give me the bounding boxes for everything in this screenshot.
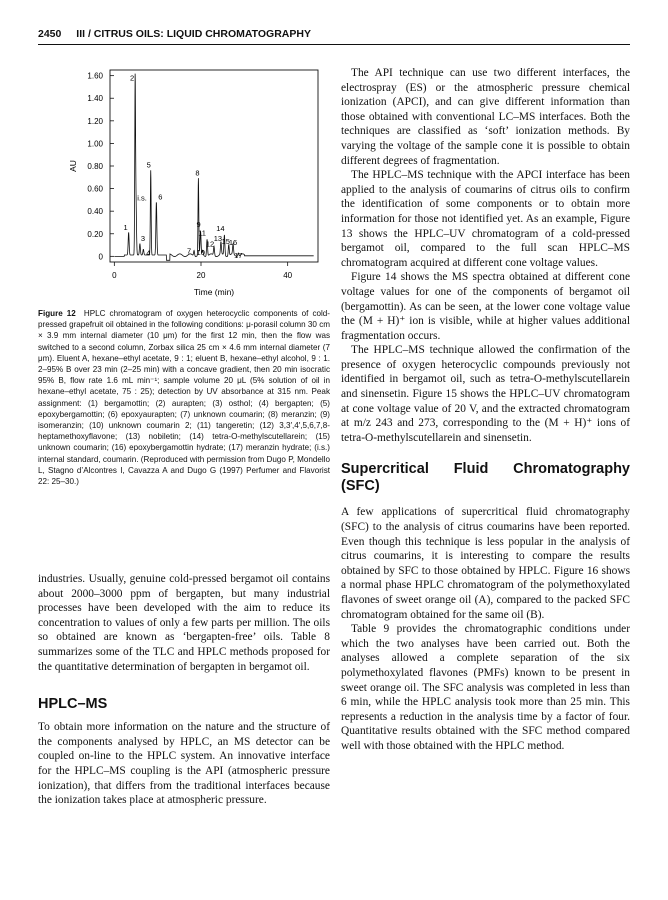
peak-label: 13 xyxy=(213,233,223,243)
y-tick-label: 1.00 xyxy=(87,139,103,149)
y-tick-label: 1.60 xyxy=(87,71,103,81)
y-tick-label: 0.60 xyxy=(87,184,103,194)
peak-label: 16 xyxy=(228,238,238,248)
peak-label: 15 xyxy=(221,237,230,247)
body-paragraph: To obtain more information on the nature and the structure of the components analysed by HPLC, an MS detector can be coupled on-line to the HPLC system. An innovative interface for the HPLC–MS coupling is the API (atmospheric pressure ionization), that differs from the traditional interfaces because the ionization takes place at atmospheric pressure. xyxy=(38,721,330,807)
peak-label: 1 xyxy=(123,222,128,232)
y-axis-label: AU xyxy=(68,160,78,172)
y-tick-label: 1.40 xyxy=(87,94,103,104)
x-tick-label: 0 xyxy=(112,271,117,280)
body-paragraph: A few applications of supercritical fluid chromatography (SFC) to the analysis of citrus coumarins have been reported. Even though this technique is less popular in the analysis of citrus coumarins, it is interesting to compare the results obtained by SFC to those obtained by HPLC. Figure 16 shows a normal phase HPLC chromatogram of the polymethoxylated flavones of sweet orange oil (A), compared to the packed SFC chromatogram obtained for the same oil (B). xyxy=(341,506,630,621)
chromatogram-figure xyxy=(60,62,325,302)
x-tick-label: 20 xyxy=(196,271,206,280)
body-paragraph: The HPLC–MS technique with the APCI interface has been applied to the analysis of coumarins of citrus oils to confirm the identification of some components or to obtain more information for those not identified yet. As an example, Figure 13 shows the HPLC–UV chromatogram of a cold-pressed bergamot oil, compared to the full scan HPLC–MS chromatogram acquired at different cone voltage values. xyxy=(341,169,630,269)
peak-label: 6 xyxy=(158,192,163,202)
chromatogram-trace xyxy=(114,74,313,261)
peak-label: 7 xyxy=(186,246,192,256)
peak-label: 9 xyxy=(196,219,201,229)
body-paragraph: industries. Usually, genuine cold-pressed bergamot oil contains about 2000–3000 ppm of bergapten, but many industrial processes have been developed with the aim to reduce its concentration to values of only a few parts per million. The oils so obtained are known as ‘bergapten-free’ oils. Table 8 summarizes some of the TLC and HPLC methods proposed for the quantitative determination of bergapten in bergamot oil. xyxy=(38,573,330,673)
figure-caption-text: HPLC chromatogram of oxygen heterocyclic components of cold-pressed grapefruit oil obtained in the following conditions: μ-porasil column 30 cm × 3.9 mm internal diameter (10 μm) for the first 12 min, then the flow was switched to a second column, Zorbax silica 25 cm × 4.6 mm internal diameter (7 μm). Eluent A, hexane–ethyl acetate, 9 : 1; eluent B, hexane–ethyl alcohol, 9 : 1. 2–95% B over 23 min (2–25 min) with a concave gradient, then 20 min isocratic 95% B, flow rate 1.6 mL min⁻¹; sample volume 20 μL (5% solution of oil in hexane–ethyl acetate, 75 : 25); detection by UV absorbance at 315 nm. Peak assignment: (1) bergamottin; (2) aurapten; (3) osthol; (4) bergapten; (5) epoxybergamottin; (6) epoxyaurapten; (7) unknown coumarin; (8) meranzin; (9) isomeranzin; (10) unknown coumarin 2; (11) tangeretin; (12) 3,3′,4′,5,6,7,8-heptamethoxyflavone; (13) nobiletin; (14) tetra-O-methylscutellarein; (15) unknown coumarin; (16) epoxybergamottin hydrate; (17) meranzin hydrate; (i.s.) internal standard, coumarin. (Reproduced with permission from Dugo P, Mondello L, Stagno d’Alcontres I, Cavazza A and Dugo G (1997) Perfumer and Flavorist 22: 25–30.) xyxy=(38,309,331,487)
peak-label: 5 xyxy=(146,160,151,170)
body-paragraph: Table 9 provides the chromatographic conditions under which the two analyses have been carried out. Both the analyses allowed a complete separation of the six polymethoxylated flavones (PMFs) known to be present in sweet orange oil. The SFC analysis was completed in less than 6 min, while the HPLC analysis took more than 25 min. This represents a reduction in the analysis time by a factor of four. Quantitative results obtained with the SFC method compared well with those obtained with the HPLC method. xyxy=(341,623,630,752)
peak-label: 4 xyxy=(146,248,151,258)
y-tick-label: 0.80 xyxy=(87,162,103,171)
running-header xyxy=(38,28,630,40)
body-paragraph: The HPLC–MS technique allowed the confirmation of the presence of oxygen heterocyclic compounds previously not identified in bergamot oil, such as tetra-O-methylscutellarein and sinensetin. Figure 15 shows the HPLC–UV chromatogram at cone voltage value of 20 V, and the extracted chromatogram at m/z 243 and 273, corresponding to the (M + H)⁺ ions of tetra-O-methylscutellarein and sinensetin. xyxy=(341,344,630,444)
peak-label: 3 xyxy=(140,234,145,244)
body-paragraph: Figure 14 shows the MS spectra obtained at different cone voltage values for one of the components of bergamot oil (bergamottin). As can be seen, at the lower cone voltage value the (M + H)⁺ ion is visible, while at higher values additional fragmentation occurs. xyxy=(341,271,630,342)
x-axis-label: Time (min) xyxy=(193,287,235,297)
peak-label: 8 xyxy=(195,168,200,178)
left-column xyxy=(38,572,330,808)
page-number: 2450 xyxy=(38,28,62,40)
peak-label: 14 xyxy=(216,224,225,234)
y-tick-label: 1.20 xyxy=(87,116,103,126)
peak-label: 10 xyxy=(196,247,205,257)
section-heading-sfc: Supercritical Fluid Chromatography (SFC) xyxy=(341,461,630,495)
peak-label: 17 xyxy=(234,250,243,260)
y-tick-label: 0.20 xyxy=(87,229,103,239)
figure-caption xyxy=(38,308,330,487)
x-tick-label: 40 xyxy=(283,271,293,280)
y-tick-label: 0.40 xyxy=(87,207,103,217)
right-column xyxy=(341,66,630,754)
figure-label: Figure 12 xyxy=(38,309,76,318)
header-rule xyxy=(38,44,630,45)
body-paragraph: The API technique can use two different interfaces, the electrospray (ES) or the atmospheric pressure chemical ionization (APCI), and can give different information than those obtained with conventional LC–MS interfaces. Both the techniques are classified as ‘soft’ ionization methods. By varying the voltage of the sample cone it is possible to obtain different degrees of fragmentation. xyxy=(341,67,630,167)
running-title: III / CITRUS OILS: LIQUID CHROMATOGRAPHY xyxy=(76,28,311,40)
section-heading-hplc-ms: HPLC–MS xyxy=(38,696,108,713)
peak-label: 2 xyxy=(130,73,135,83)
peak-label: 12 xyxy=(205,239,215,249)
peak-label: i.s. xyxy=(137,193,147,203)
peak-label: 11 xyxy=(198,228,206,238)
y-tick-label: 0 xyxy=(98,252,103,262)
